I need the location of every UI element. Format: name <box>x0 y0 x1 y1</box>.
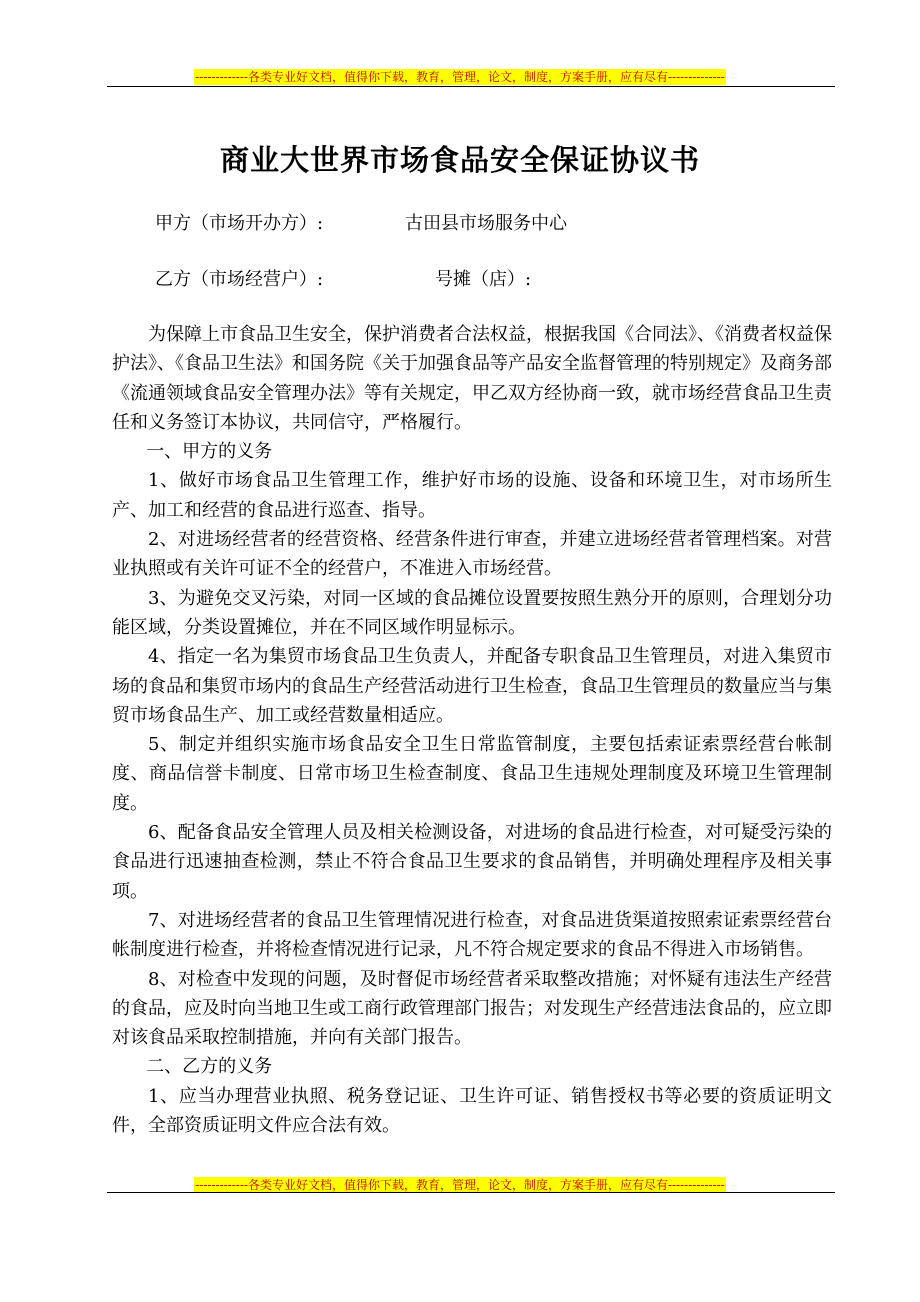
document-title: 商业大世界市场食品安全保证协议书 <box>219 143 700 177</box>
header-banner <box>0 66 920 85</box>
party-a-label: 甲方（市场开办方）: <box>155 213 324 234</box>
footer-rule <box>107 1192 835 1193</box>
clause-a-2: 2、对进场经营者的经营资格、经营条件进行审查，并建立进场经营者管理档案。对营业执照或有关许可证不全的经营户，不准进入市场经营。 <box>112 529 832 580</box>
clause-a-8: 8、对检查中发现的问题，及时督促市场经营者采取整改措施；对怀疑有违法生产经营的食品，应及时向当地卫生或工商行政管理部门报告；对发现生产经营违法食品的，应立即对该食品采取控制措施，并向有关部门报告。 <box>112 968 832 1049</box>
clause-a-4: 4、指定一名为集贸市场食品卫生负责人，并配备专职食品卫生管理员，对进入集贸市场的食品和集贸市场内的食品生产经营活动进行卫生检查，食品卫生管理员的数量应当与集贸市场食品生产、加工或经营数量相适应。 <box>112 646 832 726</box>
clause-a-7: 7、对进场经营者的食品卫生管理情况进行检查，对食品进货渠道按照索证索票经营台帐制度进行检查，并将检查情况进行记录，凡不符合规定要求的食品不得进入市场销售。 <box>112 909 832 961</box>
clause-a-1: 1、做好市场食品卫生管理工作，维护好市场的设施、设备和环境卫生，对市场所生产、加工和经营的食品进行巡查、指导。 <box>112 470 832 521</box>
document-body <box>112 320 832 1140</box>
party-b-label: 乙方（市场经营户）: <box>155 269 324 290</box>
clause-a-3: 3、为避免交叉污染，对同一区域的食品摊位设置要按照生熟分开的原则，合理划分功能区域，分类设置摊位，并在不同区域作明显标示。 <box>112 587 832 638</box>
clause-b-1: 1、应当办理营业执照、税务登记证、卫生许可证、销售授权书等必要的资质证明文件，全部资质证明文件应合法有效。 <box>112 1085 832 1137</box>
footer-banner <box>0 1174 920 1193</box>
footer-banner-text: -------------各类专业好文档，值得你下载，教育，管理，论文，制度，方案手册，应有尽有-------------- <box>195 1178 725 1192</box>
clause-a-5: 5、制定并组织实施市场食品安全卫生日常监管制度，主要包括索证索票经营台帐制度、商品信誉卡制度、日常市场卫生检查制度、食品卫生违规处理制度及环境卫生管理制度。 <box>112 734 832 814</box>
party-b-stall: 号摊（店）: <box>435 269 532 290</box>
intro-paragraph: 为保障上市食品卫生安全，保护消费者合法权益，根据我国《合同法》、《消费者权益保护法》、《食品卫生法》和国务院《关于加强食品等产品安全监督管理的特别规定》及商务部《流通领域食品安全管理办法》等有关规定，甲乙双方经协商一致，就市场经营食品卫生责任和义务签订本协议，共同信守，严格履行。 <box>112 324 832 433</box>
clause-a-6: 6、配备食品安全管理人员及相关检测设备，对进场的食品进行检查，对可疑受污染的食品进行迅速抽查检测，禁止不符合食品卫生要求的食品销售，并明确处理程序及相关事项。 <box>112 822 832 902</box>
header-rule <box>107 86 835 87</box>
party-a-value: 古田县市场服务中心 <box>405 213 567 234</box>
party-b-line <box>155 268 532 292</box>
party-a-line <box>155 212 567 236</box>
section-heading-party-a: 一、甲方的义务 <box>146 441 273 463</box>
section-heading-party-b: 二、乙方的义务 <box>146 1056 273 1078</box>
header-banner-text: -------------各类专业好文档，值得你下载，教育，管理，论文，制度，方案手册，应有尽有-------------- <box>195 70 725 84</box>
